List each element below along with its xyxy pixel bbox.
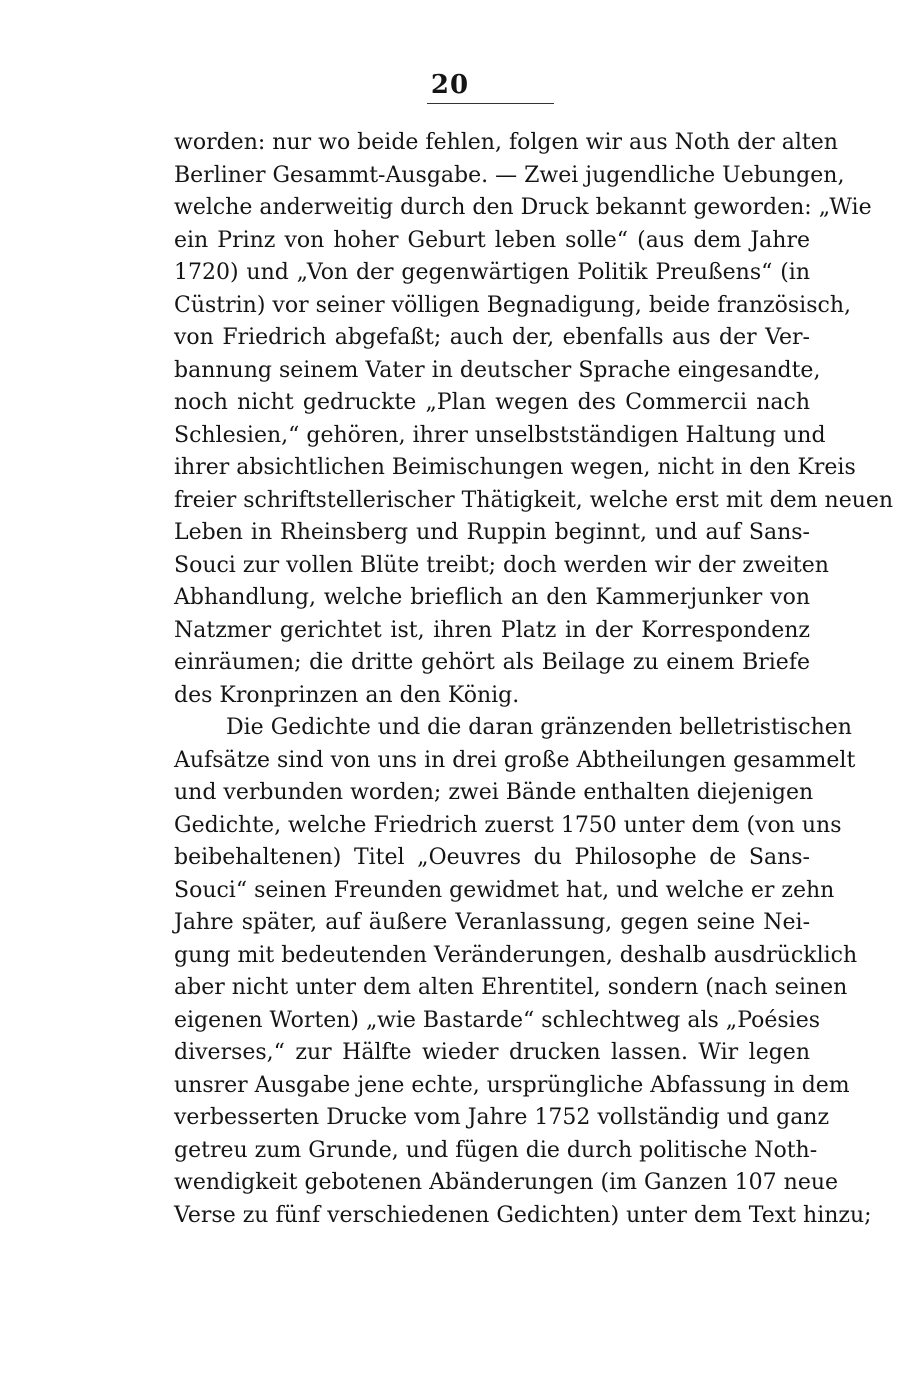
- text-line: noch nicht gedruckte „Plan wegen des Commercii nach: [174, 390, 810, 415]
- text-line: Verse zu fünf verschiedenen Gedichten) unter dem Text hinzu;: [174, 1202, 872, 1228]
- text-line: diverses,“ zur Hälfte wieder drucken lassen. Wir legen: [174, 1040, 810, 1065]
- text-line: Leben in Rheinsberg und Ruppin beginnt, und auf Sans-: [174, 520, 810, 545]
- text-line: bannung seinem Vater in deutscher Sprache eingesandte,: [174, 357, 821, 383]
- text-line: Souci“ seinen Freunden gewidmet hat, und welche er zehn: [174, 877, 835, 903]
- text-line: Cüstrin) vor seiner völligen Begnadigung, beide französisch,: [174, 292, 851, 318]
- text-line: Abhandlung, welche brieflich an den Kammerjunker von: [174, 585, 810, 610]
- text-line: gung mit bedeutenden Veränderungen, deshalb ausdrücklich: [174, 942, 858, 968]
- text-line: wendigkeit gebotenen Abänderungen (im Ganzen 107 neue: [174, 1170, 839, 1195]
- header-rule: [427, 103, 554, 104]
- text-line: ein Prinz von hoher Geburt leben solle“ (aus dem Jahre: [174, 227, 810, 253]
- text-line: Schlesien,“ gehören, ihrer unselbstständigen Haltung und: [174, 422, 826, 448]
- text-line: und verbunden worden; zwei Bände enthalten diejenigen: [174, 780, 814, 805]
- text-line: Souci zur vollen Blüte treibt; doch werden wir der zweiten: [174, 552, 829, 578]
- text-line: aber nicht unter dem alten Ehrentitel, sondern (nach seinen: [174, 975, 848, 1000]
- text-line: eigenen Worten) „wie Bastarde“ schlechtweg als „Poésies: [174, 1007, 821, 1033]
- text-line: des Kronprinzen an den König.: [174, 682, 520, 708]
- text-line: Berliner Gesammt-Ausgabe. — Zwei jugendliche Uebungen,: [174, 162, 845, 188]
- text-line: worden: nur wo beide fehlen, folgen wir aus Noth der alten: [174, 130, 838, 155]
- page-number: 20: [430, 70, 470, 100]
- text-line: welche anderweitig durch den Druck bekannt geworden: „Wie: [174, 195, 872, 220]
- text-line: getreu zum Grunde, und fügen die durch politische Noth-: [174, 1137, 818, 1163]
- text-line: 1720) und „Von der gegenwärtigen Politik Preußens“ (in: [174, 260, 810, 285]
- text-line: Natzmer gerichtet ist, ihren Platz in der Korrespondenz: [174, 617, 810, 643]
- text-line: von Friedrich abgefaßt; auch der, ebenfalls aus der Ver-: [174, 325, 810, 350]
- text-line: verbesserten Drucke vom Jahre 1752 vollständig und ganz: [174, 1105, 830, 1130]
- text-line: Gedichte, welche Friedrich zuerst 1750 unter dem (von uns: [174, 812, 842, 838]
- text-line: einräumen; die dritte gehört als Beilage zu einem Briefe: [174, 650, 810, 675]
- text-line: ihrer absichtlichen Beimischungen wegen, nicht in den Kreis: [174, 455, 856, 480]
- text-line: freier schriftstellerischer Thätigkeit, welche erst mit dem neuen: [174, 487, 894, 513]
- paragraph-2: [174, 712, 872, 1232]
- text-line: beibehaltenen) Titel „Oeuvres du Philosophe de Sans-: [174, 845, 810, 870]
- paragraph-1: [174, 127, 894, 712]
- text-line: Aufsätze sind von uns in drei große Abtheilungen gesammelt: [174, 747, 856, 773]
- text-line: Jahre später, auf äußere Veranlassung, gegen seine Nei-: [174, 910, 810, 935]
- body-text: [174, 127, 894, 1232]
- text-line: Die Gedichte und die daran gränzenden belletristischen: [226, 715, 852, 740]
- text-line: unsrer Ausgabe jene echte, ursprüngliche Abfassung in dem: [174, 1072, 850, 1098]
